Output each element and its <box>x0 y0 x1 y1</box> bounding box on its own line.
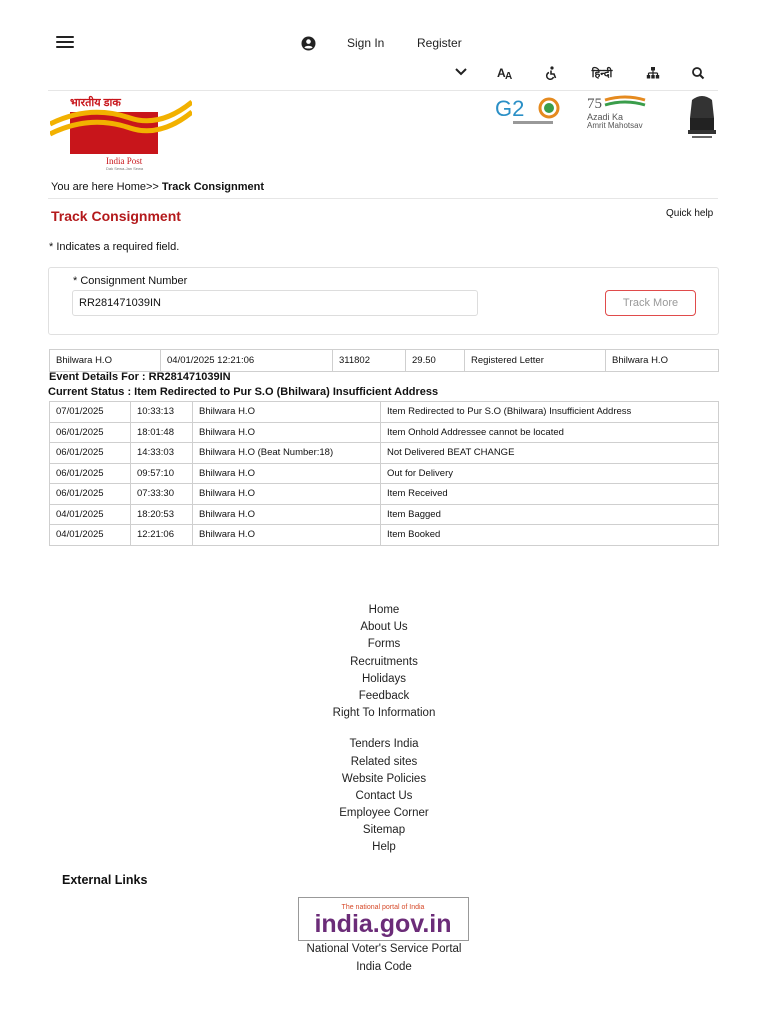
footer-link[interactable]: Website Policies <box>341 772 427 785</box>
tariff-cell: 29.50 <box>406 350 465 372</box>
event-time-cell: 14:33:03 <box>131 443 193 464</box>
page-title: Track Consignment <box>51 208 181 224</box>
external-links-heading: External Links <box>62 873 148 887</box>
required-field-note: * Indicates a required field. <box>49 241 180 253</box>
current-status-text: Current Status : Item Redirected to Pur S.O (Bhilwara) Insufficient Address <box>48 386 439 398</box>
logo-brand-text: India Post <box>106 156 143 166</box>
event-time-cell: 10:33:13 <box>131 402 193 423</box>
event-description-cell: Not Delivered BEAT CHANGE <box>381 443 719 464</box>
search-icon[interactable] <box>690 66 706 83</box>
svg-text:Azadi Ka: Azadi Ka <box>587 112 624 122</box>
footer-link[interactable]: Contact Us <box>355 789 413 802</box>
footer-link[interactable]: Tenders India <box>349 738 419 751</box>
table-row <box>50 484 719 505</box>
event-date-cell: 04/01/2025 <box>50 504 131 525</box>
footer-link[interactable]: About Us <box>360 621 408 634</box>
table-row <box>50 422 719 443</box>
event-description-cell: Item Bagged <box>381 504 719 525</box>
external-link[interactable]: National Voter's Service Portal <box>306 943 462 955</box>
footer-link[interactable]: Forms <box>367 638 401 651</box>
table-row <box>50 350 719 372</box>
svg-text:75: 75 <box>587 96 602 112</box>
hamburger-menu-icon[interactable] <box>56 36 74 52</box>
event-office-cell: Bhilwara H.O <box>193 402 381 423</box>
sign-in-link[interactable]: Sign In <box>347 36 385 50</box>
footer-link[interactable]: Help <box>372 841 396 854</box>
table-row <box>50 525 719 546</box>
event-date-cell: 04/01/2025 <box>50 525 131 546</box>
event-description-cell: Item Redirected to Pur S.O (Bhilwara) Insufficient Address <box>381 402 719 423</box>
track-more-button[interactable]: Track More <box>605 290 696 316</box>
footer-link[interactable]: Holidays <box>361 672 407 685</box>
event-office-cell: Bhilwara H.O <box>193 463 381 484</box>
india-post-logo[interactable] <box>50 94 192 170</box>
chevron-down-icon[interactable] <box>453 66 469 80</box>
footer-link[interactable]: Home <box>368 604 400 616</box>
india-gov-in-banner[interactable] <box>298 897 469 941</box>
table-row <box>50 443 719 464</box>
banner-tagline: The national portal of India <box>341 904 425 911</box>
event-office-cell: Bhilwara H.O (Beat Number:18) <box>193 443 381 464</box>
user-icon[interactable] <box>301 36 316 51</box>
event-date-cell: 07/01/2025 <box>50 402 131 423</box>
svg-text:Amrit Mahotsav: Amrit Mahotsav <box>587 121 643 130</box>
event-office-cell: Bhilwara H.O <box>193 504 381 525</box>
footer-group-secondary <box>0 737 768 857</box>
booking-office-cell: Bhilwara H.O <box>50 350 161 372</box>
event-details-heading: Event Details For : RR281471039IN <box>49 371 231 383</box>
breadcrumb-current: Track Consignment <box>161 181 264 193</box>
consignment-number-input[interactable] <box>72 290 478 316</box>
event-time-cell: 18:20:53 <box>131 504 193 525</box>
breadcrumb <box>51 181 264 193</box>
event-date-cell: 06/01/2025 <box>50 463 131 484</box>
svg-text:A: A <box>497 66 506 80</box>
register-link[interactable]: Register <box>417 36 462 50</box>
event-description-cell: Item Onhold Addressee cannot be located <box>381 422 719 443</box>
consignment-summary-table <box>49 349 719 372</box>
header-divider <box>48 90 718 91</box>
hindi-language-toggle[interactable]: हिन्दी <box>591 68 613 80</box>
national-emblem-logo <box>684 94 720 140</box>
event-time-cell: 07:33:30 <box>131 484 193 505</box>
delivery-office-cell: Bhilwara H.O <box>606 350 719 372</box>
external-link[interactable]: India Code <box>356 961 412 973</box>
external-links-list <box>0 941 768 977</box>
footer-link[interactable]: Related sites <box>350 755 418 768</box>
event-office-cell: Bhilwara H.O <box>193 422 381 443</box>
logo-hindi-text: भारतीय डाक <box>70 97 121 109</box>
footer-group-main <box>0 603 768 723</box>
breadcrumb-prefix[interactable]: You are here Home>> <box>51 181 162 193</box>
footer-link[interactable]: Recruitments <box>350 655 418 668</box>
event-date-cell: 06/01/2025 <box>50 422 131 443</box>
event-time-cell: 18:01:48 <box>131 422 193 443</box>
svg-text:G2: G2 <box>495 96 525 121</box>
g20-logo <box>495 94 567 130</box>
table-row <box>50 402 719 423</box>
banner-main-text: india.gov.in <box>314 910 452 938</box>
event-description-cell: Item Received <box>381 484 719 505</box>
booking-datetime-cell: 04/01/2025 12:21:06 <box>161 350 333 372</box>
event-time-cell: 12:21:06 <box>131 525 193 546</box>
quick-help-link[interactable]: Quick help <box>666 208 714 219</box>
event-office-cell: Bhilwara H.O <box>193 525 381 546</box>
footer-links <box>0 603 768 858</box>
article-type-cell: Registered Letter <box>465 350 606 372</box>
footer-link[interactable]: Right To Information <box>332 707 436 720</box>
event-details-table <box>49 401 719 546</box>
svg-text:A: A <box>505 71 513 80</box>
event-date-cell: 06/01/2025 <box>50 443 131 464</box>
font-size-icon[interactable] <box>497 66 515 83</box>
event-description-cell: Out for Delivery <box>381 463 719 484</box>
pincode-cell: 311802 <box>333 350 406 372</box>
footer-link[interactable]: Feedback <box>358 689 410 702</box>
logo-tagline: Dak Sewa-Jan Sewa <box>106 166 144 170</box>
event-office-cell: Bhilwara H.O <box>193 484 381 505</box>
sitemap-icon[interactable] <box>645 66 661 83</box>
breadcrumb-divider <box>48 198 718 199</box>
event-description-cell: Item Booked <box>381 525 719 546</box>
footer-link[interactable]: Sitemap <box>362 824 406 837</box>
table-row <box>50 504 719 525</box>
event-date-cell: 06/01/2025 <box>50 484 131 505</box>
consignment-number-label: * Consignment Number <box>73 275 188 287</box>
footer-link[interactable]: Employee Corner <box>339 807 429 820</box>
table-row <box>50 463 719 484</box>
event-time-cell: 09:57:10 <box>131 463 193 484</box>
azadi-ka-amrit-mahotsav-logo <box>585 94 663 130</box>
accessibility-icon[interactable] <box>543 66 559 83</box>
